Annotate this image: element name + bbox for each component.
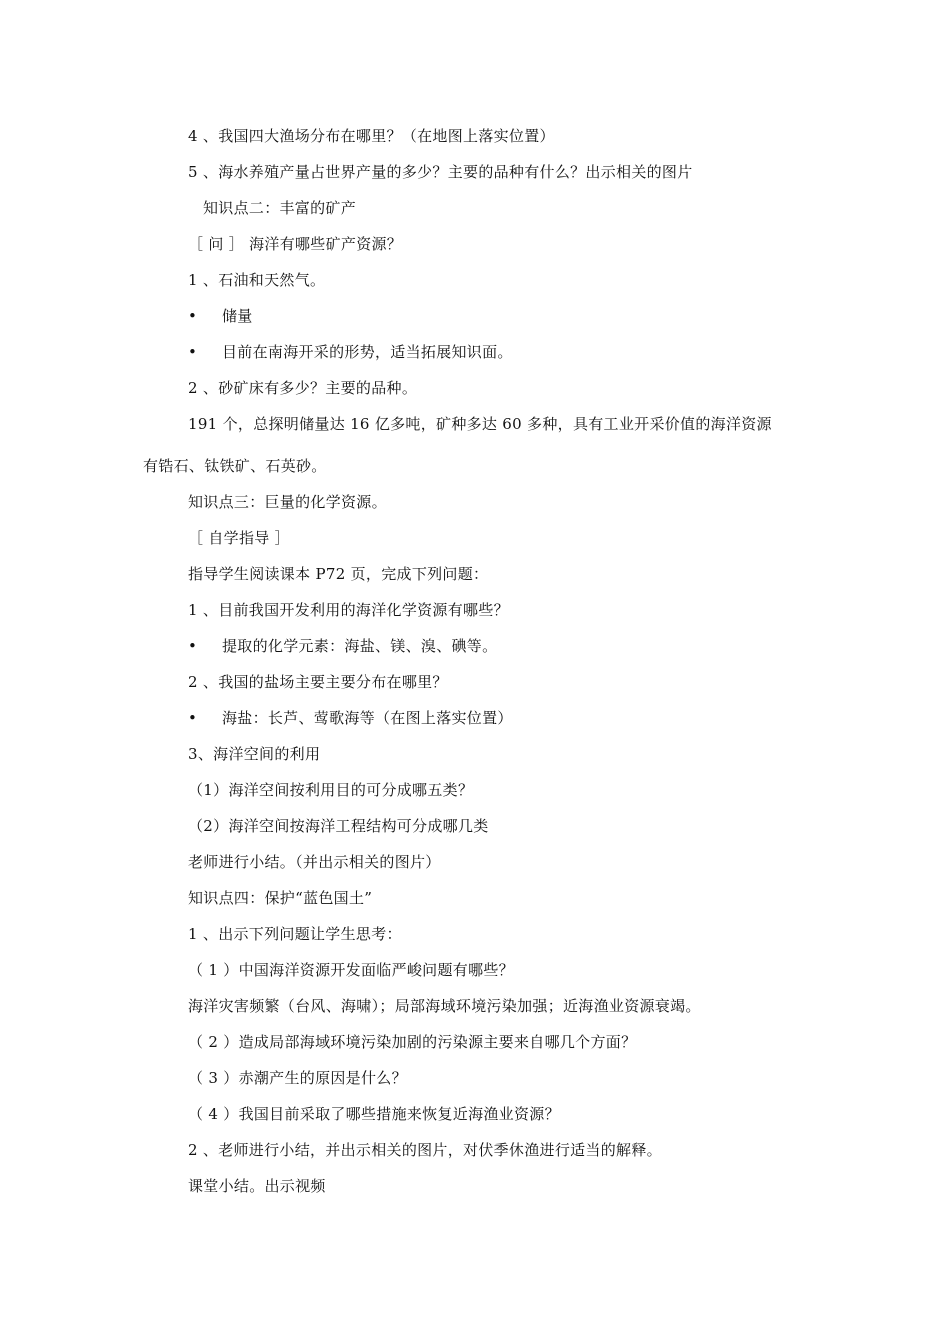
text-line: （2）海洋空间按海洋工程结构可分成哪几类 <box>188 817 489 835</box>
text-line: （ 1 ）中国海洋资源开发面临严峻问题有哪些？ <box>188 961 514 979</box>
text-line: 191 个，总探明储量达 16 亿多吨，矿种多达 60 多种，具有工业开采价值的海洋资源 <box>188 415 772 433</box>
bullet-icon: • <box>188 343 198 361</box>
text-line: （1）海洋空间按利用目的可分成哪五类？ <box>188 781 474 799</box>
text-line: （ 4 ）我国目前采取了哪些措施来恢复近海渔业资源？ <box>188 1105 560 1123</box>
text-line: （ 2 ）造成局部海域环境污染加剧的污染源主要来自哪几个方面？ <box>188 1033 637 1051</box>
text-line: 指导学生阅读课本 P72 页，完成下列问题： <box>188 565 489 583</box>
text-line: 有锆石、钛铁矿、石英砂。 <box>143 457 327 475</box>
section-heading: 知识点二：丰富的矿产 <box>203 199 357 217</box>
bullet-text: 提取的化学元素：海盐、镁、溴、碘等。 <box>222 637 498 655</box>
bullet-item <box>188 342 513 362</box>
bullet-icon: • <box>188 637 198 655</box>
text-line: 3、海洋空间的利用 <box>188 745 321 763</box>
section-heading: 知识点四：保护“蓝色国土” <box>188 889 373 907</box>
text-line: ［ 问 ］ 海洋有哪些矿产资源？ <box>188 235 403 253</box>
text-line: 2 、我国的盐场主要主要分布在哪里？ <box>188 673 448 691</box>
bullet-icon: • <box>188 709 198 727</box>
section-heading: 知识点三：巨量的化学资源。 <box>188 493 387 511</box>
bullet-text: 储量 <box>222 307 253 325</box>
text-line: 课堂小结。出示视频 <box>188 1177 326 1195</box>
bullet-icon: • <box>188 307 198 325</box>
bullet-text: 目前在南海开采的形势，适当拓展知识面。 <box>222 343 513 361</box>
text-line: 2 、老师进行小结，并出示相关的图片，对伏季休渔进行适当的解释。 <box>188 1141 662 1159</box>
text-line: 1 、出示下列问题让学生思考： <box>188 925 402 943</box>
text-line: （ 3 ）赤潮产生的原因是什么？ <box>188 1069 407 1087</box>
text-line: 4 、我国四大渔场分布在哪里？（在地图上落实位置） <box>188 127 555 145</box>
bullet-item <box>188 708 513 728</box>
text-line: ［ 自学指导 ］ <box>188 529 290 547</box>
text-line: 1 、石油和天然气。 <box>188 271 326 289</box>
text-line: 老师进行小结。（并出示相关的图片） <box>188 853 441 871</box>
text-line: 海洋灾害频繁（台风、海啸）；局部海域环境污染加强；近海渔业资源衰竭。 <box>188 997 701 1015</box>
text-line: 1 、目前我国开发利用的海洋化学资源有哪些？ <box>188 601 509 619</box>
text-line: 2 、砂矿床有多少？主要的品种。 <box>188 379 418 397</box>
text-line: 5 、海水养殖产量占世界产量的多少？主要的品种有什么？出示相关的图片 <box>188 163 693 181</box>
bullet-item <box>188 636 497 656</box>
bullet-text: 海盐：长芦、莺歌海等（在图上落实位置） <box>222 709 513 727</box>
bullet-item <box>188 306 253 326</box>
